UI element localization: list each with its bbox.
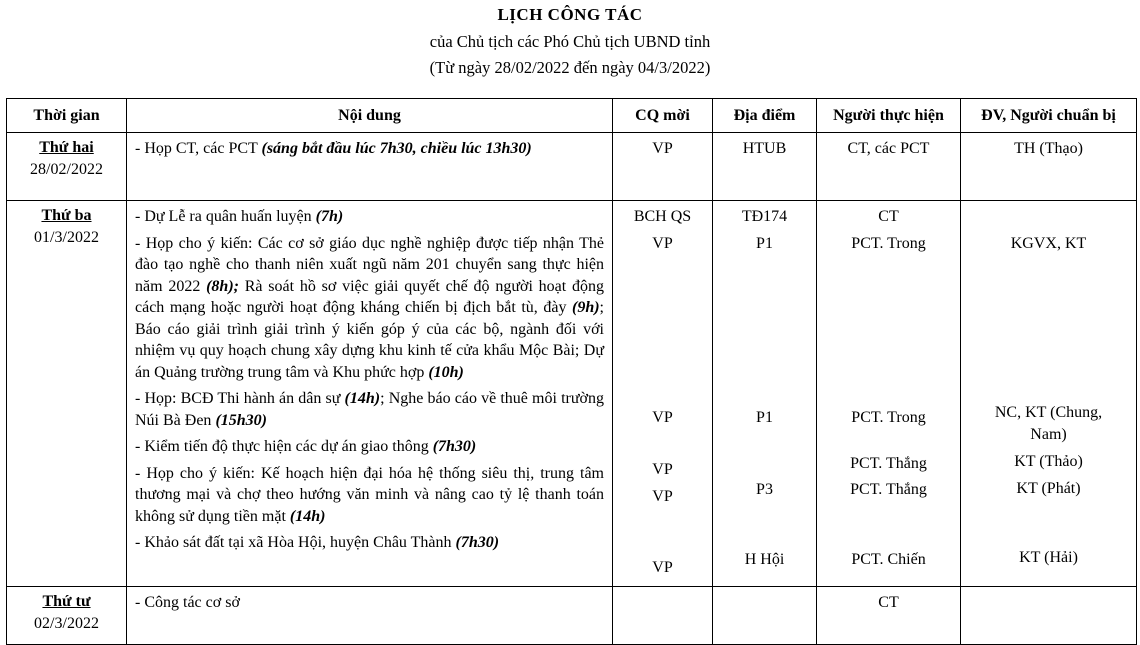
table-header-row	[7, 99, 1137, 133]
location-value: P3	[756, 481, 773, 498]
location-cell	[713, 133, 817, 201]
executor-cell	[817, 133, 961, 201]
inviter-value: VP	[652, 461, 673, 478]
preparer-cell	[961, 133, 1137, 201]
column-header-location: Địa điểm	[713, 99, 817, 133]
item-text: - Họp CT, các PCT	[135, 140, 262, 157]
inviter-cell	[613, 587, 713, 645]
preparer-cell	[961, 587, 1137, 645]
item-text: Rà soát hồ sơ việc giải quyết chế độ người hoạt động cách mạng hoặc người hoạt động kháng chiến bị địch bắt tù, đày	[135, 277, 605, 316]
item-text: - Công tác cơ sở	[135, 594, 240, 611]
day-cell	[7, 201, 127, 587]
content-cell	[127, 201, 613, 587]
document-date-range: (Từ ngày 28/02/2022 đến ngày 04/3/2022)	[429, 58, 711, 77]
inviter-value: VP	[652, 140, 673, 157]
table-row	[7, 201, 1137, 587]
schedule-table	[6, 98, 1137, 645]
day-date: 28/02/2022	[30, 160, 103, 178]
inviter-cell	[613, 133, 713, 201]
inviter-value: VP	[652, 559, 673, 576]
schedule-item	[135, 592, 604, 614]
schedule-item	[135, 138, 604, 160]
day-cell	[7, 133, 127, 201]
preparer-value: TH (Thạo)	[1014, 140, 1083, 157]
column-header-executor: Người thực hiện	[817, 99, 961, 133]
column-header-content: Nội dung	[127, 99, 613, 133]
day-date: 02/3/2022	[34, 614, 99, 632]
item-time: (7h30)	[432, 438, 477, 455]
table-row	[7, 133, 1137, 201]
preparer-value: NC, KT (Chung, Nam)	[994, 404, 1103, 443]
column-header-preparer: ĐV, Người chuẩn bị	[961, 99, 1137, 133]
item-text: ; Nghe báo cáo về thuê môi trường Núi Bà Đen	[135, 390, 604, 429]
item-text: - Họp: BCĐ Thi hành án dân sự	[135, 390, 345, 407]
location-cell	[713, 201, 817, 587]
schedule-item	[135, 206, 604, 228]
location-value: P1	[756, 409, 773, 426]
item-time: (7h30)	[455, 534, 500, 551]
inviter-value: VP	[652, 488, 673, 505]
item-time: (9h)	[571, 299, 600, 316]
item-time: (14h)	[289, 507, 326, 525]
schedule-item	[135, 463, 604, 528]
item-text: ; Báo cáo giải trình giải trình ý kiến góp ý của các bộ, ngành đối với nhiệm vụ quy hoạch chung xây dựng khu kinh tế cửa khẩu Mộc Bài; Dự án Quảng trường trung tâm và Khu phức hợp	[135, 299, 604, 381]
inviter-value: VP	[652, 409, 673, 426]
day-cell	[7, 587, 127, 645]
column-header-time: Thời gian	[7, 99, 127, 133]
executor-value: PCT. Thắng	[850, 455, 927, 472]
schedule-item	[135, 532, 604, 554]
item-text: - Kiểm tiến độ thực hiện các dự án giao thông	[135, 438, 433, 455]
item-text: - Dự Lễ ra quân huấn luyện	[135, 208, 316, 225]
item-time: (8h);	[206, 277, 239, 295]
item-time: (7h)	[315, 208, 344, 225]
column-header-inviter: CQ mời	[613, 99, 713, 133]
item-text: - Khảo sát đất tại xã Hòa Hội, huyện Châu Thành	[135, 534, 456, 551]
location-value: TĐ174	[741, 208, 788, 225]
day-name: Thứ hai	[39, 139, 94, 156]
document-subtitle: của Chủ tịch các Phó Chủ tịch UBND tỉnh	[429, 32, 711, 51]
location-value: P1	[756, 235, 773, 252]
location-value: HTUB	[742, 140, 787, 157]
item-time: (sáng bắt đầu lúc 7h30, chiều lúc 13h30)	[261, 140, 532, 157]
content-cell	[127, 133, 613, 201]
day-name: Thứ tư	[42, 593, 91, 610]
executor-value: PCT. Trong	[851, 409, 926, 426]
table-row	[7, 587, 1137, 645]
executor-value: CT	[878, 594, 899, 611]
preparer-value: KT (Hải)	[1019, 549, 1078, 566]
executor-value: PCT. Thắng	[850, 481, 927, 498]
preparer-cell	[961, 201, 1137, 587]
item-time: (15h30)	[215, 411, 267, 429]
schedule-item	[135, 233, 604, 384]
executor-cell	[817, 587, 961, 645]
location-value: H Hội	[744, 551, 785, 568]
preparer-value: KT (Phát)	[1016, 480, 1081, 497]
executor-value: CT	[878, 208, 899, 225]
executor-value: PCT. Chiến	[851, 551, 926, 568]
inviter-value: VP	[652, 235, 673, 252]
content-cell	[127, 587, 613, 645]
day-date: 01/3/2022	[34, 228, 99, 246]
item-text: - Họp cho ý kiến: Các cơ sở giáo dục nghề nghiệp được tiếp nhận Thẻ đào tạo nghề cho thanh niên xuất ngũ năm 201 chuyển sang thực hiện năm 2022	[135, 234, 604, 295]
day-name: Thứ ba	[41, 207, 92, 224]
executor-cell	[817, 201, 961, 587]
location-cell	[713, 587, 817, 645]
item-text: - Họp cho ý kiến: Kế hoạch hiện đại hóa hệ thống siêu thị, trung tâm thương mại và chợ theo hướng văn minh và nâng cao tỷ lệ thanh toán không sử dụng tiền mặt	[135, 464, 604, 525]
schedule-item	[135, 436, 604, 458]
inviter-value: BCH QS	[633, 208, 692, 225]
executor-value: CT, các PCT	[847, 140, 930, 157]
preparer-value: KT (Thảo)	[1014, 453, 1083, 470]
preparer-value: KGVX, KT	[1010, 235, 1087, 252]
item-time: (10h)	[428, 363, 464, 381]
schedule-item	[135, 388, 604, 431]
executor-value: PCT. Trong	[851, 235, 926, 252]
inviter-cell	[613, 201, 713, 587]
item-time: (14h)	[344, 390, 381, 407]
document-title: LỊCH CÔNG TÁC	[497, 5, 643, 24]
